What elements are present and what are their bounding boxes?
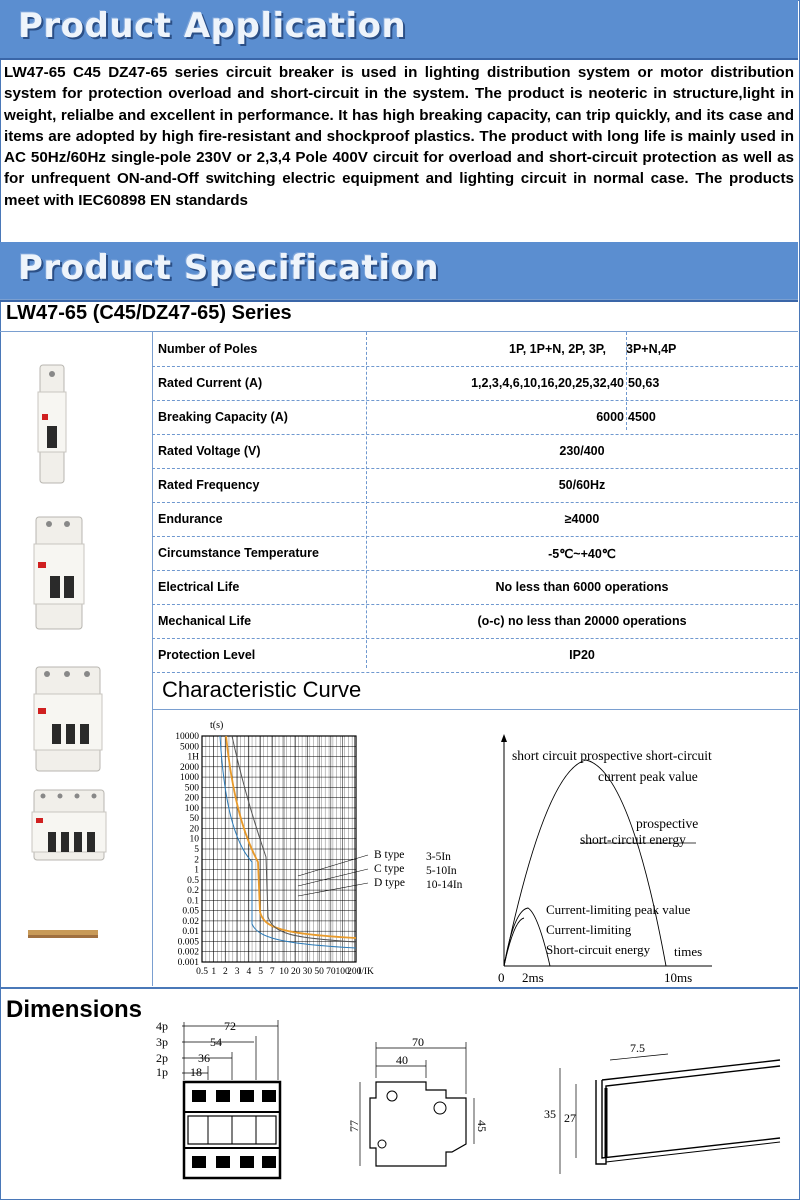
dimensions-title: Dimensions — [6, 996, 143, 1023]
y-tick-label: 100 — [184, 803, 199, 814]
spec-value: ≥4000 — [564, 512, 600, 526]
divider — [0, 299, 798, 300]
energy-label-8: times — [674, 944, 703, 959]
spec-value-alt: 3P+N,4P — [626, 342, 677, 356]
spec-label: Mechanical Life — [158, 614, 252, 628]
spec-label: Circumstance Temperature — [158, 546, 319, 560]
y-tick-label: 200 — [184, 793, 199, 804]
row-divider — [152, 536, 798, 537]
front-dimension-drawing — [150, 1016, 290, 1186]
y-tick-label: 1H — [187, 752, 199, 763]
energy-diagram — [490, 730, 720, 986]
x-tick-label: 100 — [335, 967, 350, 977]
divider — [152, 709, 798, 710]
x-tick-label: 70 — [326, 967, 336, 977]
product-images — [0, 332, 152, 986]
energy-label-3: prospective — [636, 816, 699, 831]
spec-value: -5℃~+40℃ — [548, 547, 616, 561]
row-divider — [152, 468, 798, 469]
x-tick-label: 7 — [269, 967, 275, 977]
y-tick-label: 0.2 — [187, 886, 199, 897]
side-height-label: 77 — [347, 1120, 361, 1132]
y-tick-label: 1000 — [180, 773, 199, 784]
y-tick-label: 2 — [194, 855, 199, 866]
row-divider — [152, 400, 798, 401]
x-tick-label: 10 — [279, 967, 289, 977]
y-tick-label: 20 — [189, 824, 199, 835]
spec-value: 50/60Hz — [558, 478, 606, 492]
type-name: B type — [374, 849, 405, 861]
rail-height-label: 35 — [544, 1107, 556, 1121]
spec-value: 1P, 1P+N, 2P, 3P, — [509, 342, 606, 356]
pole-label: 2p — [156, 1051, 168, 1065]
pole-label: 1p — [156, 1065, 168, 1079]
row-divider — [152, 502, 798, 503]
y-tick-label: 5 — [194, 845, 199, 855]
x-tick-label: 200 — [347, 967, 362, 977]
side-width-label: 70 — [412, 1035, 424, 1049]
x-tick-label: 2 — [223, 967, 228, 977]
width-label: 54 — [210, 1035, 222, 1049]
y-tick-label: 0.1 — [187, 896, 199, 907]
x-tick-label: 1 — [211, 967, 217, 977]
side-dimension-drawing — [340, 1034, 500, 1194]
side-width-label: 40 — [396, 1053, 408, 1067]
y-tick-label: 0.05 — [182, 906, 199, 917]
y-tick-label: 50 — [189, 814, 199, 825]
y-tick-label: 0.5 — [187, 875, 199, 886]
spec-label: Electrical Life — [158, 580, 240, 594]
energy-label-4: short-circuit energy — [580, 832, 686, 847]
pole-label: 4p — [156, 1019, 168, 1033]
energy-label-5: Current-limiting peak value — [546, 902, 691, 917]
energy-label-2: current peak value — [598, 769, 698, 784]
row-divider — [152, 604, 798, 605]
spec-value: 6000 — [596, 410, 624, 424]
energy-x0: 0 — [498, 970, 505, 985]
y-tick-label: 10000 — [175, 732, 199, 742]
side-height-label: 45 — [475, 1120, 489, 1132]
y-tick-label: 0.02 — [182, 916, 199, 927]
curve-title: Characteristic Curve — [162, 677, 362, 702]
row-divider — [152, 366, 798, 367]
y-tick-label: 2000 — [180, 762, 199, 773]
rail-height-label: 27 — [564, 1111, 576, 1125]
type-range: 10-14In — [426, 879, 463, 891]
spec-value: 230/400 — [559, 444, 605, 458]
spec-value: IP20 — [569, 648, 595, 662]
spec-value: No less than 6000 operations — [495, 580, 669, 594]
energy-label-1: short circuit prospective short-circuit — [512, 748, 712, 763]
type-range: 3-5In — [426, 851, 451, 863]
spec-value-alt: 4500 — [628, 410, 656, 424]
breaker-1p-image — [38, 365, 66, 483]
y-tick-label: 5000 — [180, 742, 199, 753]
application-banner — [0, 0, 798, 60]
breaker-2p-image — [34, 517, 84, 629]
application-text: LW47-65 C45 DZ47-65 series circuit breaker is used in lighting distribution system or motor distribution system for protection overload and short-circuit in the system. The product is neoteric in structure,light in weight, relialbe and excellent in performance. It has high breaking capacity, can trip quickly, and its case and items are adopted by high fire-resistant and shockproof plastics. The product with long life is mainly used in AC 50Hz/60Hz single-pole 230V or 2,3,4 Pole 400V circuit for overload and short-circuit protection as well as for unfrequent ON-and-Off switching electric equipment and lighting circuit in normal case. The products meet with IEC60898 EN standards — [4, 64, 794, 209]
spec-label: Number of Poles — [158, 342, 258, 356]
busbar-image — [28, 930, 98, 938]
x-tick-label: 5 — [258, 967, 263, 977]
y-tick-label: 0.002 — [177, 947, 199, 958]
spec-label: Rated Voltage (V) — [158, 444, 261, 458]
application-title: Product Application — [18, 6, 407, 46]
row-divider — [152, 638, 798, 639]
spec-value-alt: 50,63 — [628, 376, 660, 390]
spec-label: Rated Current (A) — [158, 376, 263, 390]
energy-label-7: Short-circuit energy — [546, 942, 651, 957]
spec-label: Endurance — [158, 512, 223, 526]
width-label: 18 — [190, 1065, 202, 1079]
x-tick-label: 0.5 — [196, 967, 208, 977]
breaker-4p-image — [32, 790, 106, 860]
x-tick-label: 3 — [234, 967, 240, 977]
series-title: LW47-65 (C45/DZ47-65) Series — [6, 302, 292, 324]
y-tick-label: 1 — [194, 865, 199, 876]
y-tick-label: 0.001 — [177, 958, 199, 968]
width-label: 72 — [224, 1019, 236, 1033]
din-rail-drawing — [540, 1034, 790, 1184]
x-tick-label: 20 — [290, 967, 301, 977]
spec-value: 1,2,3,4,6,10,16,20,25,32,40 — [471, 376, 624, 390]
table-column-divider — [366, 332, 367, 668]
specification-title: Product Specification — [18, 248, 440, 288]
y-tick-label: 10 — [189, 834, 199, 845]
x-tick-label: 30 — [302, 967, 313, 977]
column-divider — [152, 331, 153, 986]
trip-curve-chart — [156, 712, 486, 984]
spec-label: Rated Frequency — [158, 478, 260, 492]
spec-label: Breaking Capacity (A) — [158, 410, 288, 424]
x-tick-label: 50 — [314, 967, 324, 977]
y-tick-label: 0.005 — [177, 937, 199, 948]
spec-value: (o-c) no less than 20000 operations — [477, 614, 687, 628]
rail-thickness-label: 7.5 — [630, 1041, 645, 1055]
type-name: C type — [374, 863, 405, 875]
x-tick-label: 4 — [246, 967, 252, 977]
energy-x2: 10ms — [664, 970, 693, 985]
row-divider — [152, 672, 798, 673]
type-range: 5-10In — [426, 865, 457, 877]
row-divider — [152, 570, 798, 571]
y-tick-label: 500 — [184, 783, 199, 794]
spec-label: Protection Level — [158, 648, 256, 662]
energy-x1: 2ms — [522, 970, 544, 985]
pole-label: 3p — [156, 1035, 168, 1049]
row-divider — [152, 434, 798, 435]
divider — [0, 987, 798, 989]
specification-banner — [0, 242, 798, 302]
width-label: 36 — [198, 1051, 210, 1065]
breaker-3p-image — [34, 667, 102, 771]
energy-label-6: Current-limiting — [546, 922, 632, 937]
type-name: D type — [374, 877, 405, 889]
x-tick-label: I/IK — [358, 967, 374, 977]
axis-label-t: t(s) — [210, 720, 224, 731]
y-tick-label: 0.01 — [182, 927, 199, 938]
